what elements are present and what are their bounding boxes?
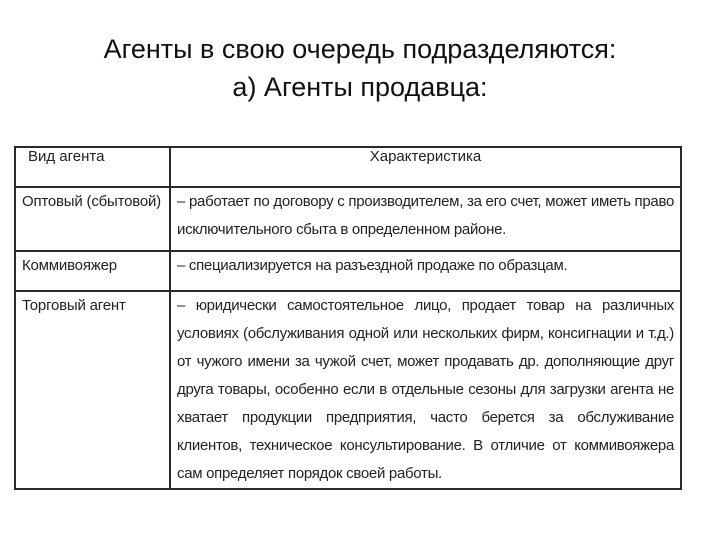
table-row bbox=[15, 251, 681, 291]
slide-title-line-1: Агенты в свою очередь подразделяются: bbox=[103, 34, 617, 64]
agent-description-cell: – работает по договору с производителем, за его счет, может иметь право исключительного сбыта в определенном районе. bbox=[170, 187, 681, 251]
agent-type-cell: Торговый агент bbox=[15, 291, 170, 489]
agent-description-cell: – специализируется на разъездной продаже по образцам. bbox=[170, 251, 681, 291]
header-characteristic: Характеристика bbox=[170, 147, 681, 187]
agents-table bbox=[14, 146, 682, 490]
slide-title bbox=[0, 30, 720, 106]
agent-type-cell: Оптовый (сбытовой) bbox=[15, 187, 170, 251]
agent-type-cell: Коммивояжер bbox=[15, 251, 170, 291]
table-row bbox=[15, 291, 681, 489]
header-agent-type: Вид агента bbox=[15, 147, 170, 187]
agent-description-cell: – юридически самостоятельное лицо, продает товар на различных условиях (обслуживания одной или нескольких фирм, консигнации и т.д.) от чужого имени за чужой счет, может продавать др. дополняющие друг друга товары, особенно если в отдельные сезоны для загрузки агента не хватает продукции предприятия, часто берется за обслуживание клиентов, техническое консультирование. В отличие от коммивояжера сам определяет порядок своей работы. bbox=[170, 291, 681, 489]
slide-title-line-2: а) Агенты продавца: bbox=[232, 72, 488, 102]
table-header-row bbox=[15, 147, 681, 187]
table-row bbox=[15, 187, 681, 251]
